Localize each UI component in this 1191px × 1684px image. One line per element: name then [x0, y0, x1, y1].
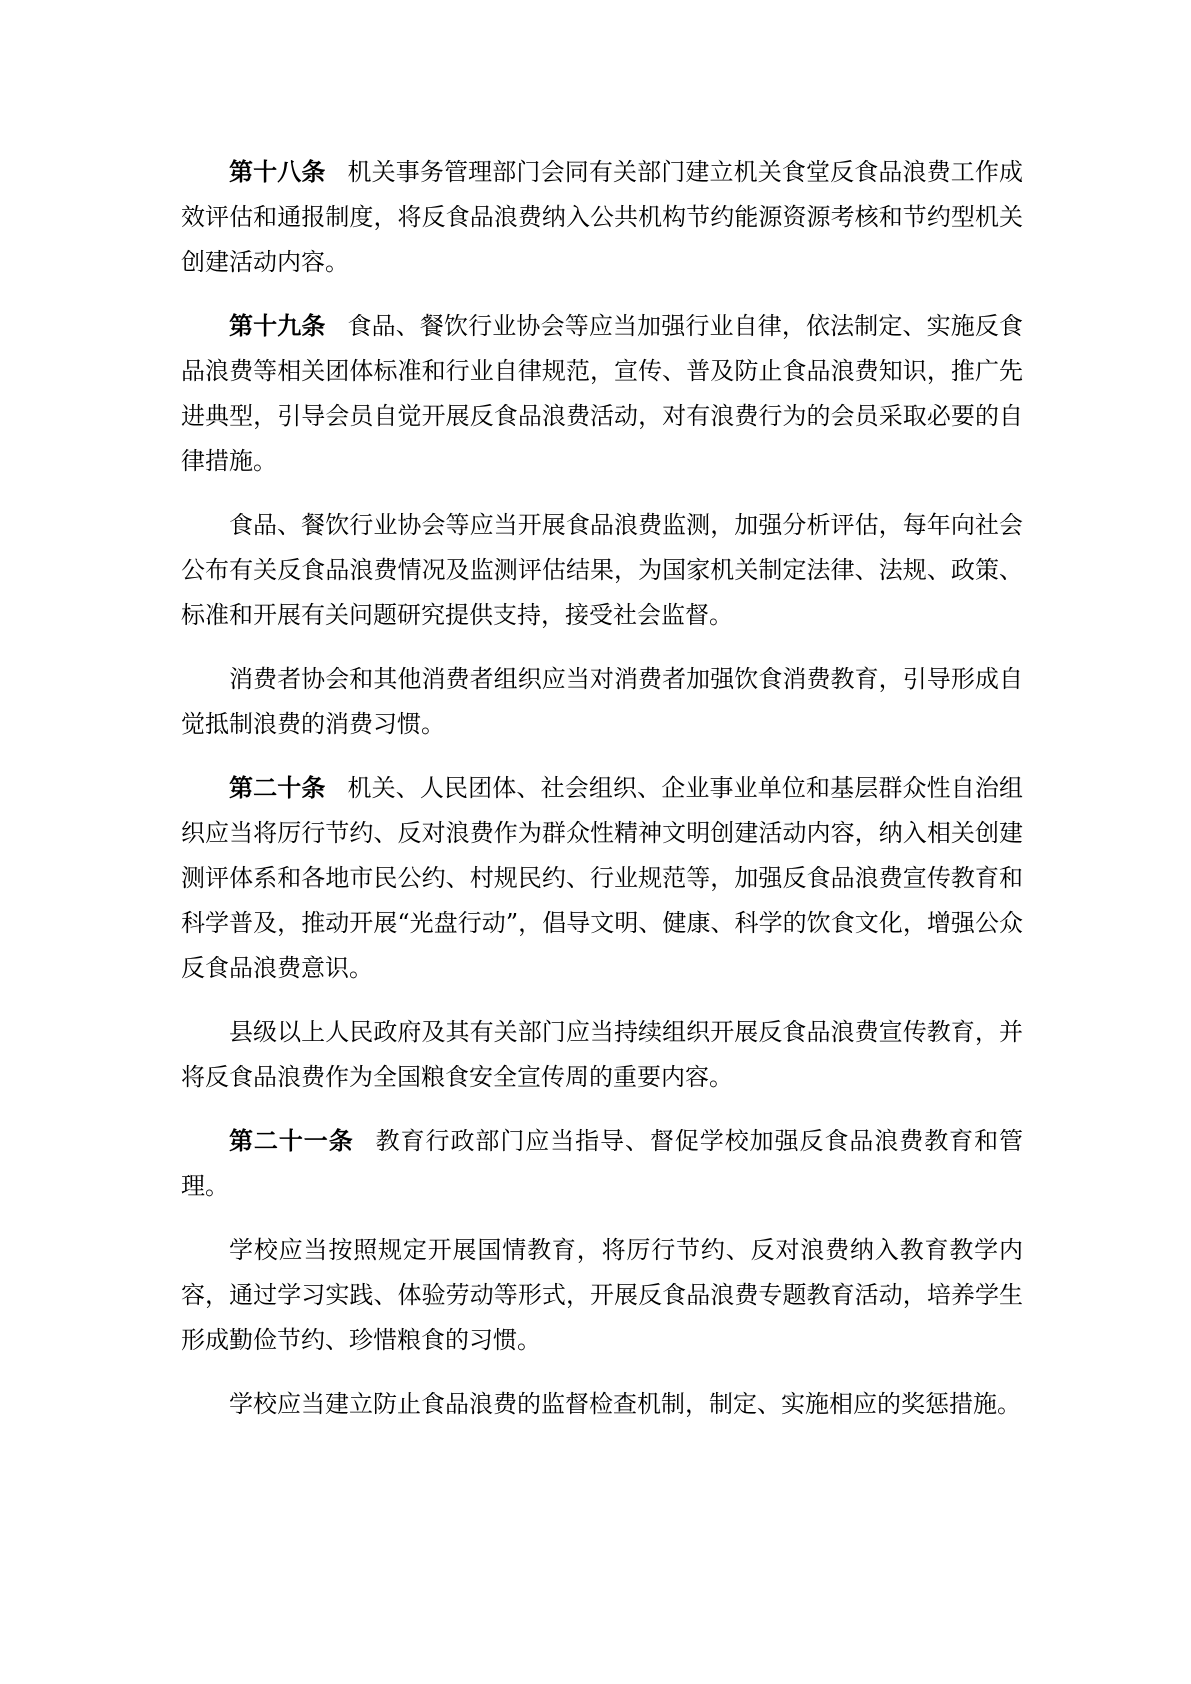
paragraph-article-19 [181, 304, 1023, 484]
paragraph-text: 消费者协会和其他消费者组织应当对消费者加强饮食消费教育，引导形成自觉抵制浪费的消费习惯。 [181, 665, 1023, 738]
article-heading: 第十九条 [229, 312, 326, 340]
document-body [181, 150, 1023, 1446]
article-heading: 第十八条 [229, 158, 326, 186]
article-heading: 第二十条 [229, 774, 326, 802]
paragraph-text: 机关、人民团体、社会组织、企业事业单位和基层群众性自治组织应当将厉行节约、反对浪费作为群众性精神文明创建活动内容，纳入相关创建测评体系和各地市民公约、村规民约、行业规范等，加强反食品浪费宣传教育和科学普及，推动开展“光盘行动”，倡导文明、健康、科学的饮食文化，增强公众反食品浪费意识。 [181, 774, 1024, 982]
paragraph-text: 学校应当建立防止食品浪费的监督检查机制，制定、实施相应的奖惩措施。 [229, 1390, 1021, 1418]
paragraph-article-18 [181, 150, 1023, 285]
article-heading: 第二十一条 [229, 1127, 354, 1155]
paragraph-text: 县级以上人民政府及其有关部门应当持续组织开展反食品浪费宣传教育，并将反食品浪费作为全国粮食安全宣传周的重要内容。 [181, 1018, 1023, 1091]
paragraph-text: 教育行政部门应当指导、督促学校加强反食品浪费教育和管理。 [181, 1127, 1024, 1200]
paragraph-text: 食品、餐饮行业协会等应当加强行业自律，依法制定、实施反食品浪费等相关团体标准和行业自律规范，宣传、普及防止食品浪费知识，推广先进典型，引导会员自觉开展反食品浪费活动，对有浪费行为的会员采取必要的自律措施。 [181, 312, 1024, 475]
paragraph-article-19-clause-3 [181, 657, 1023, 747]
paragraph-article-21 [181, 1119, 1023, 1209]
paragraph-article-20 [181, 766, 1023, 991]
paragraph-text: 机关事务管理部门会同有关部门建立机关食堂反食品浪费工作成效评估和通报制度，将反食品浪费纳入公共机构节约能源资源考核和节约型机关创建活动内容。 [181, 158, 1024, 276]
paragraph-text: 学校应当按照规定开展国情教育，将厉行节约、反对浪费纳入教育教学内容，通过学习实践、体验劳动等形式，开展反食品浪费专题教育活动，培养学生形成勤俭节约、珍惜粮食的习惯。 [181, 1236, 1023, 1354]
paragraph-article-21-clause-3 [181, 1382, 1023, 1427]
paragraph-article-19-clause-2 [181, 503, 1023, 638]
paragraph-article-21-clause-2 [181, 1228, 1023, 1363]
paragraph-text: 食品、餐饮行业协会等应当开展食品浪费监测，加强分析评估，每年向社会公布有关反食品浪费情况及监测评估结果，为国家机关制定法律、法规、政策、标准和开展有关问题研究提供支持，接受社会监督。 [181, 511, 1023, 629]
paragraph-article-20-clause-2 [181, 1010, 1023, 1100]
